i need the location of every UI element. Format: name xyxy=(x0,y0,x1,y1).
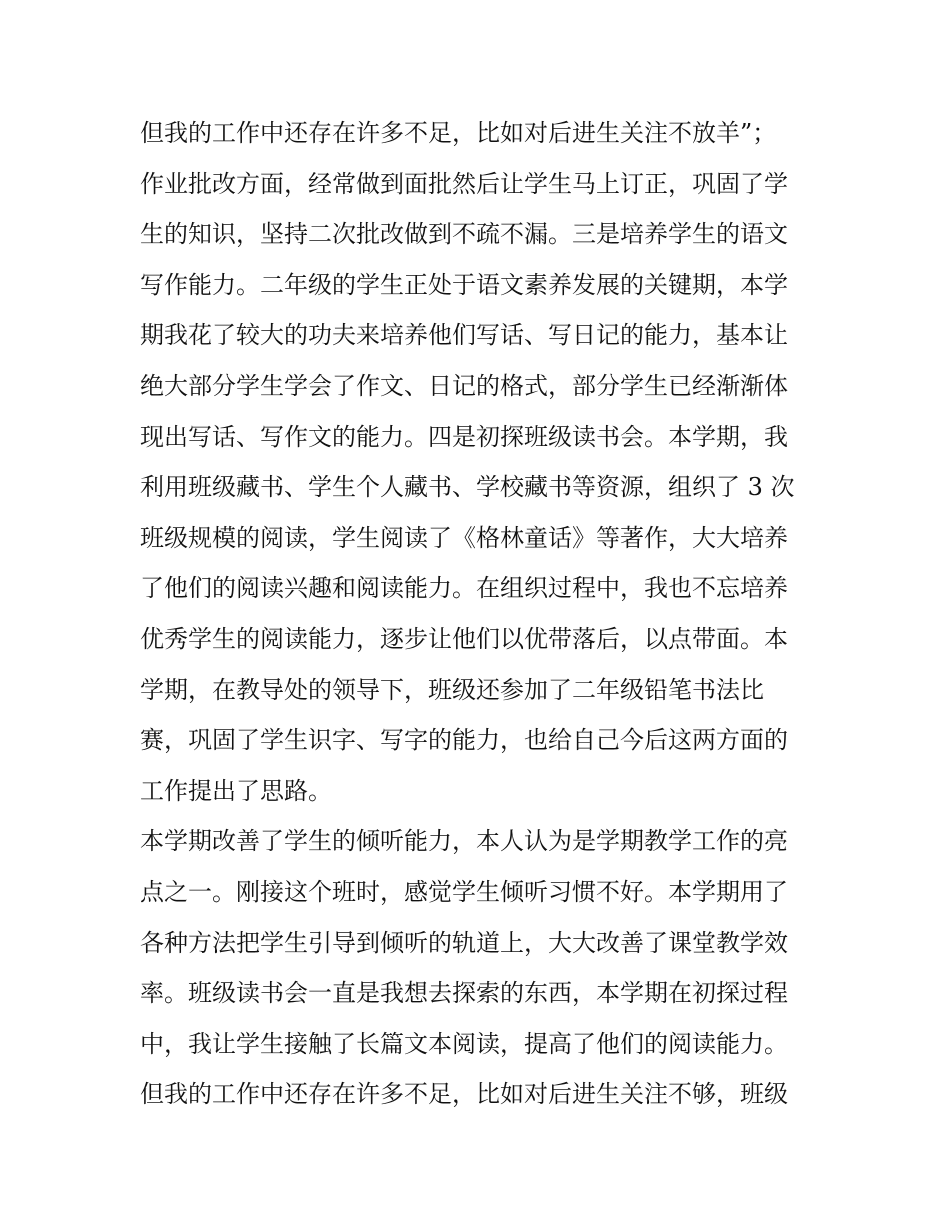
text-line: 但我的工作中还存在许多不足，比如对后进生关注不够，班级 xyxy=(140,1080,788,1109)
text-line: 学期，在教导处的领导下，班级还参加了二年级铅笔书法比 xyxy=(140,675,764,704)
text-line: 本学期改善了学生的倾听能力，本人认为是学期教学工作的亮 xyxy=(140,827,788,856)
text-line: 了他们的阅读兴趣和阅读能力。在组织过程中，我也不忘培养 xyxy=(140,574,788,603)
text-line: 现出写话、写作文的能力。四是初探班级读书会。本学期，我 xyxy=(140,422,788,451)
text-line: 班级规模的阅读，学生阅读了《格林童话》等著作，大大培养 xyxy=(140,523,788,552)
text-line: 生的知识，坚持二次批改做到不疏不漏。三是培养学生的语文 xyxy=(140,220,788,249)
text-line: 绝大部分学生学会了作文、日记的格式，部分学生已经渐渐体 xyxy=(140,371,788,400)
text-line: 率。班级读书会一直是我想去探索的东西，本学期在初探过程 xyxy=(140,979,788,1008)
text-line: 赛，巩固了学生识字、写字的能力，也给自己今后这两方面的 xyxy=(140,726,788,755)
text-line: 各种方法把学生引导到倾听的轨道上，大大改善了课堂教学效 xyxy=(140,928,788,957)
text-line: 但我的工作中还存在许多不足，比如对后进生关注不放羊”； xyxy=(140,119,777,147)
text-line: 作业批改方面，经常做到面批然后让学生马上订正，巩固了学 xyxy=(140,169,788,198)
text-line: 工作提出了思路。 xyxy=(140,776,332,805)
text-line: 优秀学生的阅读能力，逐步让他们以优带落后，以点带面。本 xyxy=(140,624,788,653)
text-line: 利用班级藏书、学生个人藏书、学校藏书等资源，组织了 3 次 xyxy=(140,473,795,502)
text-line: 写作能力。二年级的学生正处于语文素养发展的关键期，本学 xyxy=(140,270,788,299)
text-line: 点之一。刚接这个班时，感觉学生倾听习惯不好。本学期用了 xyxy=(140,877,788,906)
body-text xyxy=(140,108,820,1120)
text-line: 中，我让学生接触了长篇文本阅读，提高了他们的阅读能力。 xyxy=(140,1029,788,1058)
text-line: 期我花了较大的功夫来培养他们写话、写日记的能力，基本让 xyxy=(140,321,788,350)
